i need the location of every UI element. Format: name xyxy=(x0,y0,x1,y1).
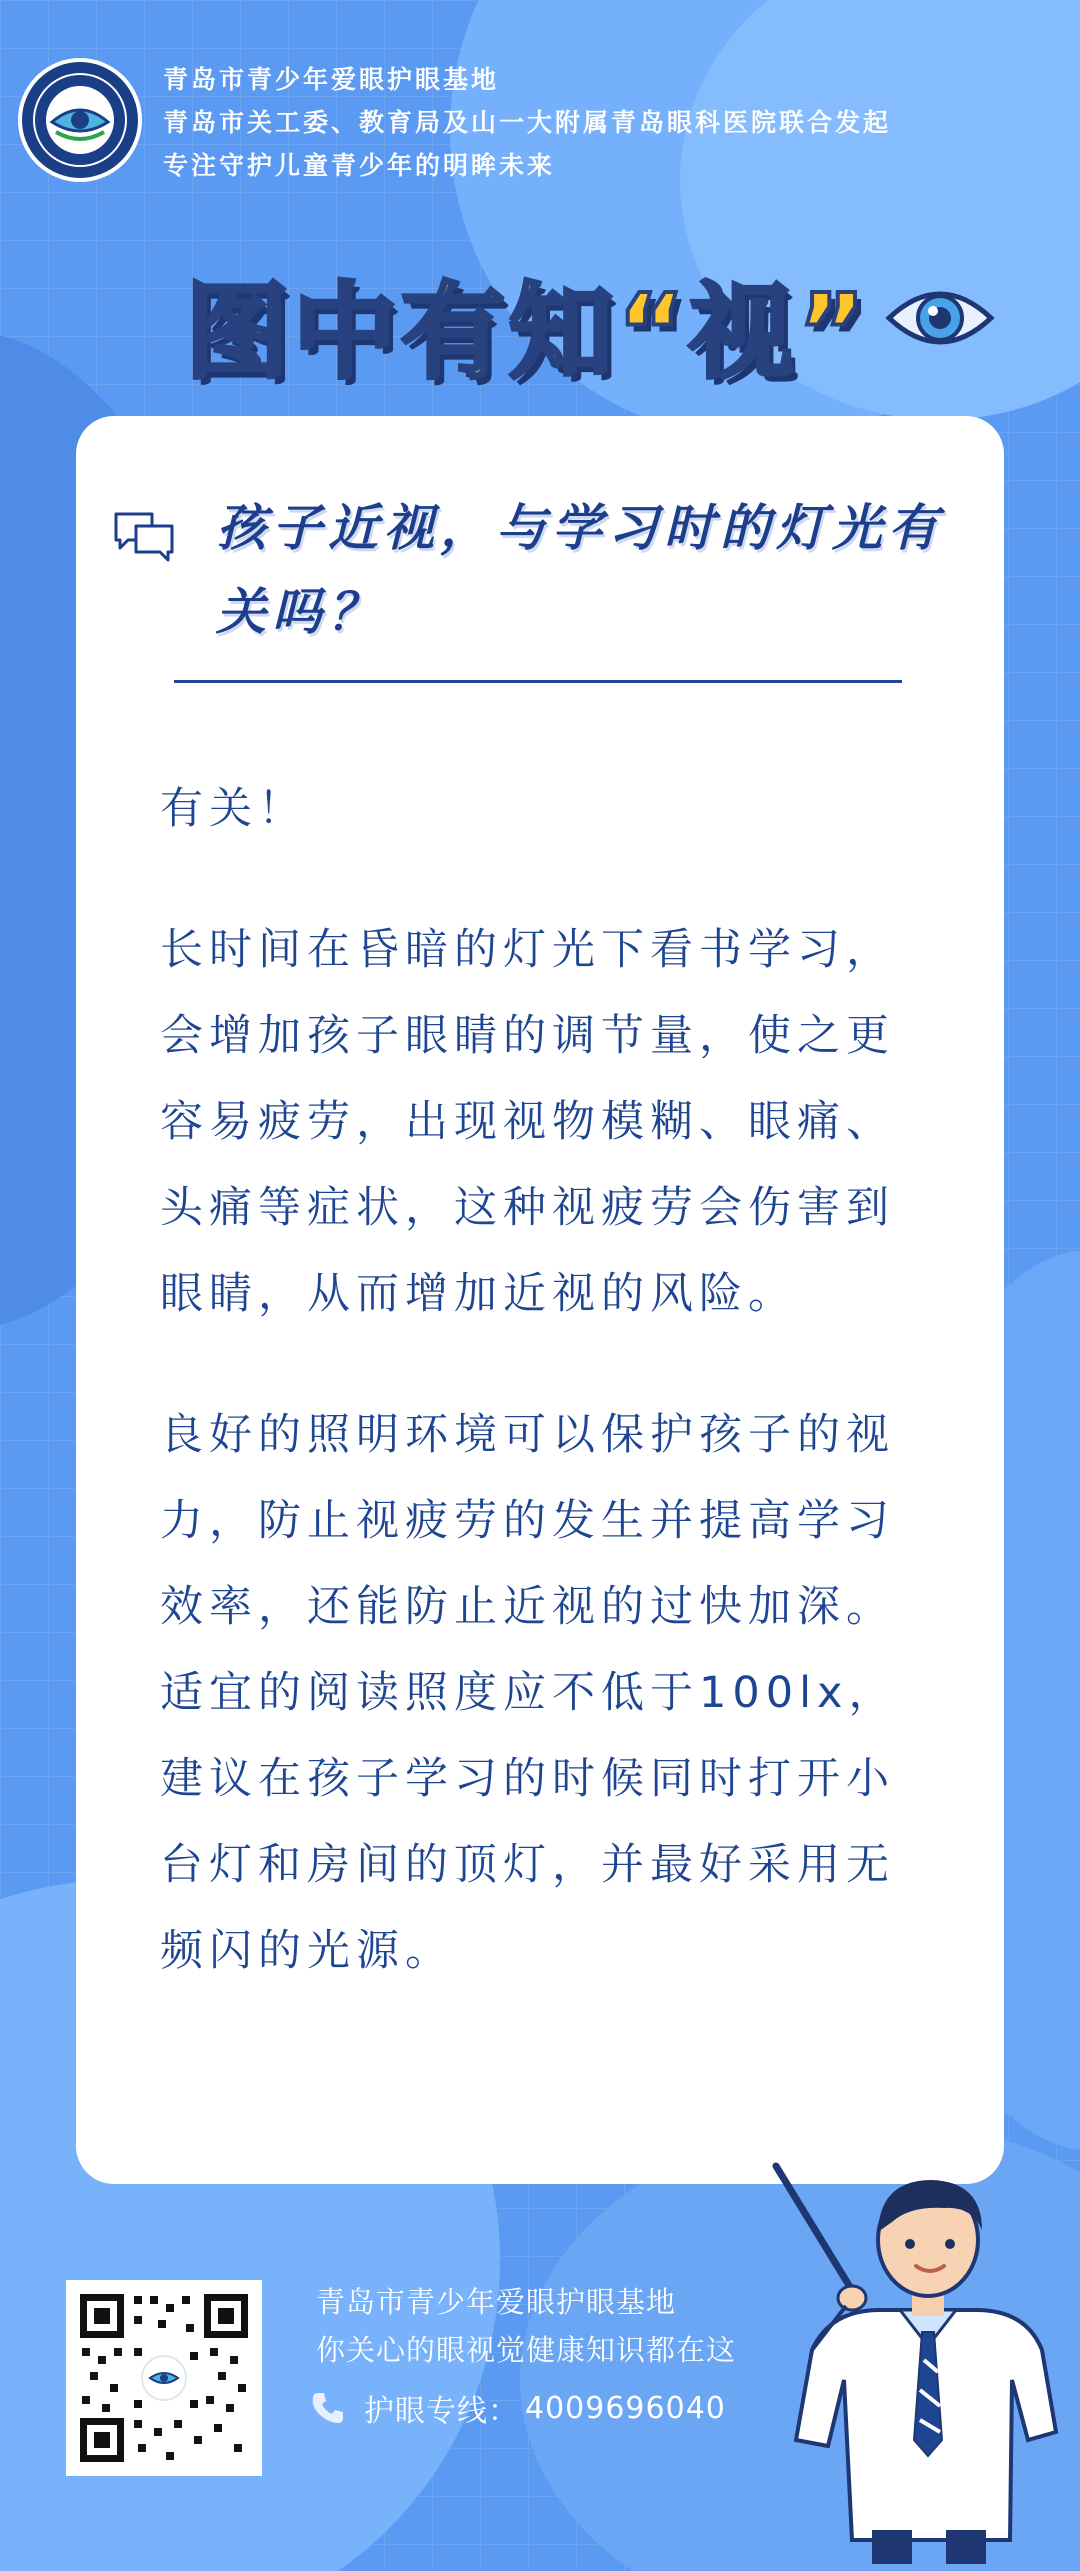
answer-paragraph: 有关！ xyxy=(160,784,307,834)
hotline-number: 4009696040 xyxy=(525,2390,726,2426)
logo-emblem xyxy=(18,58,142,182)
answer-paragraph: 长时间在昏暗的灯光下看书学习，会增加孩子眼睛的调节量，使之更容易疲劳，出现视物模糊、眼痛、头痛等症状，这种视疲劳会伤害到眼睛，从而增加近视的风险。 xyxy=(160,925,895,1319)
header-line-3: 专注守护儿童青少年的明眸未来 xyxy=(163,151,556,180)
doctor-illustration xyxy=(760,2110,1060,2570)
hotline xyxy=(310,2386,726,2430)
answer-paragraph: 良好的照明环境可以保护孩子的视力，防止视疲劳的发生并提高学习效率，还能防止近视的过快加深。适宜的阅读照度应不低于100lx，建议在孩子学习的时候同时打开小台灯和房间的顶灯，并最好采用无频闪的光源。 xyxy=(160,1410,898,1976)
answer-body xyxy=(160,766,920,2049)
phone-icon xyxy=(310,2390,346,2426)
footer-info xyxy=(316,2278,736,2374)
header-line-1: 青岛市青少年爱眼护眼基地 xyxy=(163,65,500,94)
content-card xyxy=(76,416,1004,2184)
chat-bubbles-icon xyxy=(112,508,176,568)
footer-org: 青岛市青少年爱眼护眼基地 xyxy=(316,2285,677,2319)
header-text xyxy=(163,58,891,187)
question-heading: 孩子近视，与学习时的灯光有关吗？ xyxy=(216,499,944,641)
footer-tagline: 你关心的眼视觉健康知识都在这 xyxy=(316,2333,737,2367)
divider xyxy=(174,680,902,683)
logo-eye-icon xyxy=(30,70,130,170)
hotline-label: 护眼专线： xyxy=(364,2394,519,2429)
eye-icon xyxy=(885,278,995,358)
qr-code xyxy=(66,2280,262,2476)
qr-code-pattern xyxy=(74,2288,254,2468)
main-title: 图中有知“视” xyxy=(185,271,870,393)
header-line-2: 青岛市关工委、教育局及山一大附属青岛眼科医院联合发起 xyxy=(163,108,892,137)
